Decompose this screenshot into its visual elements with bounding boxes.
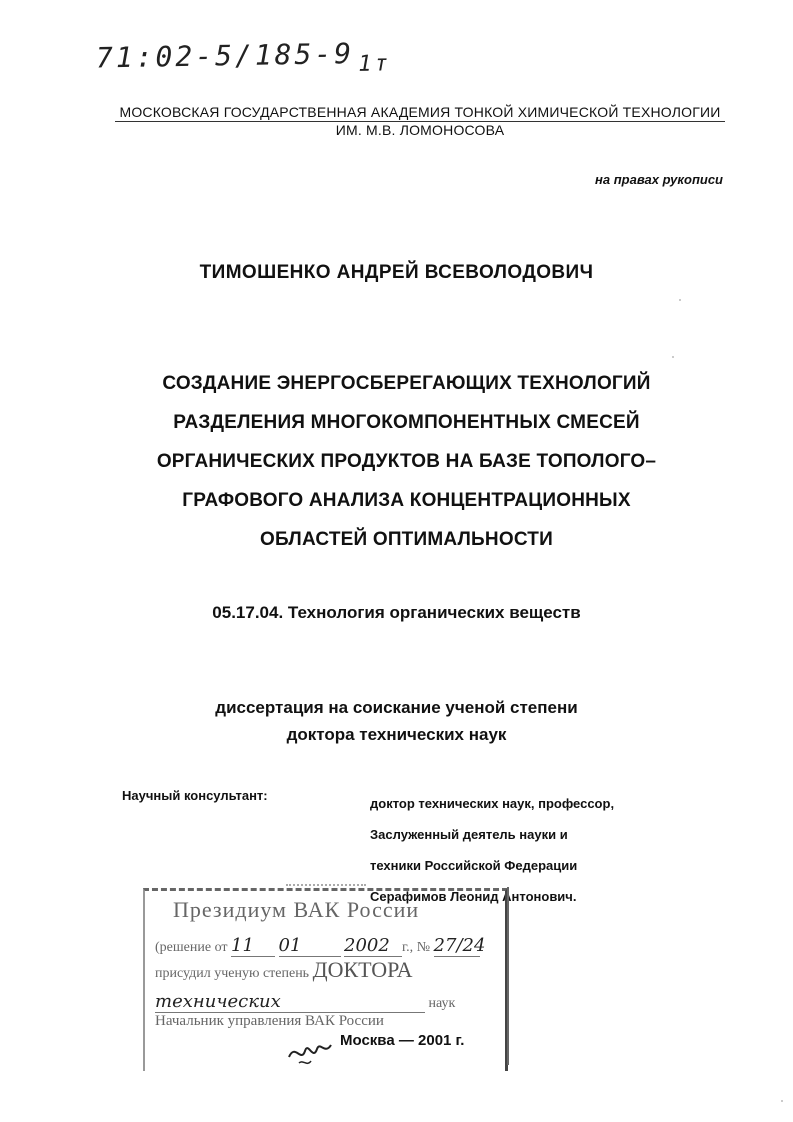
author-name: ТИМОШЕНКО АНДРЕЙ ВСЕВОЛОДОВИЧ: [199, 262, 594, 283]
consultant-label: Научный консультант:: [122, 788, 268, 803]
degree-statement: [0, 694, 793, 748]
consultant-line-2: Заслуженный деятель науки и: [370, 827, 568, 842]
academy-header: [100, 104, 740, 139]
signature-icon: [285, 1033, 335, 1067]
stamp-sciences-word: наук: [428, 996, 456, 1011]
stamp-header: Президиум ВАК России: [173, 897, 420, 922]
title-line-4: ГРАФОВОГО АНАЛИЗА КОНЦЕНТРАЦИОННЫХ: [182, 490, 631, 511]
stamp-decision-line: [155, 935, 486, 957]
degree-line-2: доктора технических наук: [286, 725, 507, 744]
stamp-dotted-edge: [286, 884, 366, 886]
stamp-awarded-line: [155, 957, 413, 983]
rights-note: на правах рукописи: [595, 172, 723, 187]
catalog-code: [96, 35, 497, 84]
consultant-line-1: доктор технических наук, профессор,: [370, 796, 615, 811]
city-year: Москва — 2001 г.: [340, 1032, 465, 1049]
consultant-line-4: Серафимов Леонид Антонович.: [370, 889, 577, 904]
stamp-field-line: [155, 991, 455, 1013]
specialty: 05.17.04. Технология органических веществ: [212, 603, 581, 622]
dissertation-title: [100, 364, 713, 559]
title-line-3: ОРГАНИЧЕСКИХ ПРОДУКТОВ НА БАЗЕ ТОПОЛОГО–: [156, 451, 657, 472]
stamp-right-edge: [507, 887, 517, 1065]
academy-line-1: МОСКОВСКАЯ ГОСУДАРСТВЕННАЯ АКАДЕМИЯ ТОНКОЙ ХИМИЧЕСКОЙ ТЕХНОЛОГИИ: [119, 104, 721, 120]
scan-speck: [781, 1100, 783, 1102]
scan-speck: [679, 299, 681, 301]
title-line-1: СОЗДАНИЕ ЭНЕРГОСБЕРЕГАЮЩИХ ТЕХНОЛОГИЙ: [162, 373, 651, 394]
stamp-decision-prefix: (решение от: [155, 940, 228, 955]
stamp-hw-number: 27/24: [433, 935, 486, 956]
consultant-line-3: техники Российской Федерации: [370, 858, 578, 873]
stamp-awarded-text: присудил ученую степень: [155, 966, 310, 981]
degree-line-1: диссертация на соискание ученой степени: [215, 698, 578, 717]
scan-speck: [672, 356, 674, 358]
academy-line-2: ИМ. М.В. ЛОМОНОСОВА: [335, 122, 505, 138]
stamp-year-suffix: г.,: [402, 940, 414, 955]
title-line-5: ОБЛАСТЕЙ ОПТИМАЛЬНОСТИ: [260, 529, 553, 550]
catalog-code-suffix: 1т: [358, 51, 391, 77]
title-line-2: РАЗДЕЛЕНИЯ МНОГОКОМПОНЕНТНЫХ СМЕСЕЙ: [173, 412, 640, 433]
stamp-chief-line: Начальник управления ВАК России: [155, 1013, 384, 1029]
stamp-hw-field: технических: [155, 991, 425, 1013]
catalog-code-main: 71:02-5/185-9: [95, 36, 355, 75]
stamp-hw-day: 11: [231, 935, 275, 957]
stamp-number-sign: №: [416, 940, 431, 955]
stamp-hw-year: 2002: [344, 935, 402, 957]
stamp-hw-month: 01: [279, 935, 341, 957]
stamp-degree-word: ДОКТОРА: [312, 957, 413, 982]
